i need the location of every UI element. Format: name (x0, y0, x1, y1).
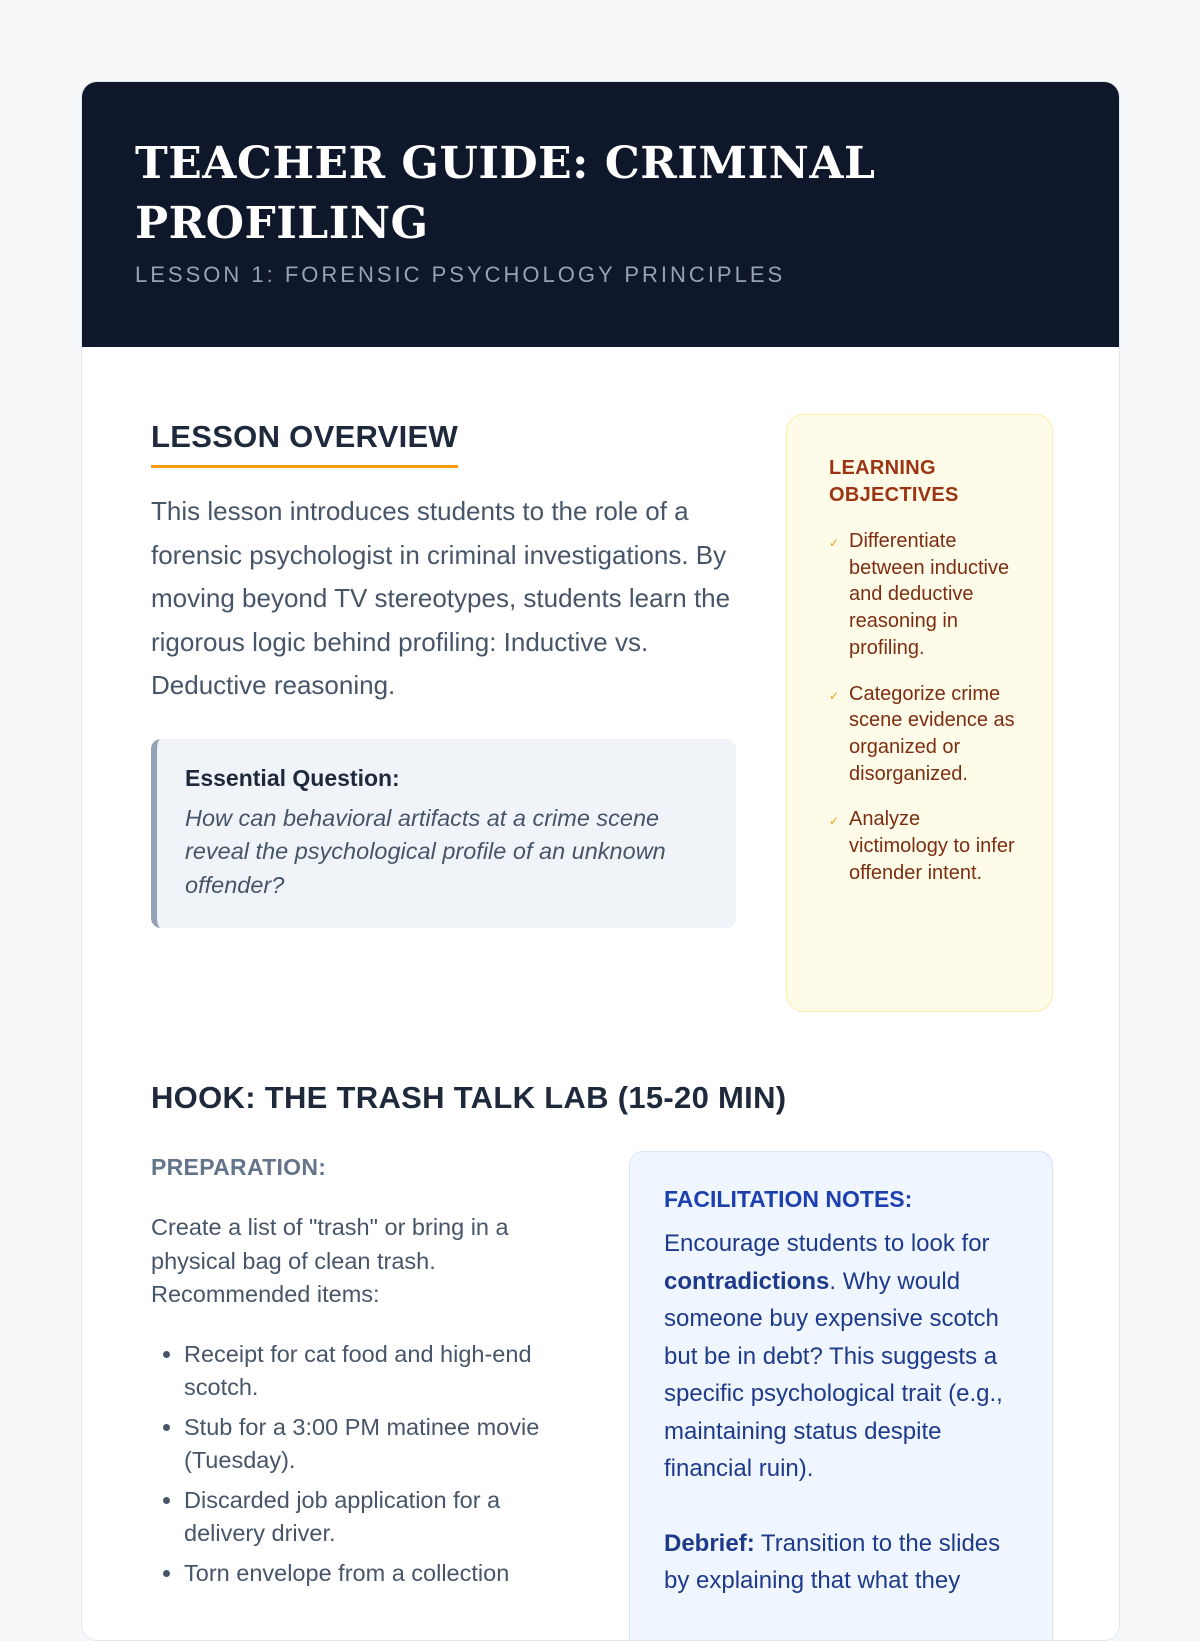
guide-header (82, 82, 1119, 347)
facilitation-notes-text (664, 1225, 1018, 1488)
objective-text: Differentiate between inductive and deductive reasoning in profiling. (849, 530, 1010, 659)
learning-objectives-box (786, 414, 1053, 1012)
objective-text: Analyze victimology to infer offender intent. (849, 808, 1015, 884)
preparation-text: Create a list of "trash" or bring in a physical bag of clean trash. Recommended items: (151, 1214, 509, 1307)
list-item (829, 681, 1022, 788)
page-title: TEACHER GUIDE: CRIMINAL PROFILING (135, 138, 876, 249)
check-icon: ✓ (829, 814, 840, 829)
essential-question-box (151, 739, 736, 929)
debrief-label: Debrief: (664, 1529, 755, 1557)
notes-text-end: . Why would someone buy expensive scotch but be in debt? This suggests a specific psychological trait (e.g., maintaining status despite financial ruin). (664, 1267, 1003, 1482)
list-item: • Discarded job application for a delivery driver. (184, 1484, 561, 1551)
essential-question-text: How can behavioral artifacts at a crime scene reveal the psychological profile of an unknown offender? (185, 804, 666, 898)
overview-heading: LESSON OVERVIEW (151, 419, 458, 468)
lesson-subtitle: LESSON 1: FORENSIC PSYCHOLOGY PRINCIPLES (135, 262, 786, 287)
essential-question-label: Essential Question: (185, 764, 400, 791)
check-icon: ✓ (829, 688, 840, 703)
objective-text: Categorize crime scene evidence as organized or disorganized. (849, 682, 1015, 785)
facilitation-notes-box (629, 1151, 1053, 1641)
objectives-list (829, 528, 1022, 886)
facilitation-notes-heading: FACILITATION NOTES: (664, 1186, 913, 1212)
teacher-guide-page (81, 81, 1120, 1641)
notes-text-start: Encourage students to look for (664, 1230, 990, 1257)
preparation-list (151, 1338, 561, 1591)
list-item: • Stub for a 3:00 PM matinee movie (Tuesday). (184, 1411, 561, 1478)
overview-text: This lesson introduces students to the role of a forensic psychologist in criminal investigations. By moving beyond TV stereotypes, students learn the rigorous logic behind profiling: Inductive vs. Deductive reasoning. (151, 496, 731, 700)
list-item: • Receipt for cat food and high-end scotch. (184, 1338, 561, 1405)
lesson-overview-section (151, 419, 736, 928)
list-item: • Torn envelope from a collection (184, 1557, 561, 1591)
preparation-section (151, 1154, 561, 1596)
check-icon: ✓ (829, 536, 840, 550)
list-item (829, 528, 1022, 662)
debrief-text (664, 1525, 1018, 1600)
debrief-body: Transition to the slides by explaining that what they (664, 1529, 1001, 1594)
list-item (829, 806, 1022, 886)
objectives-heading: LEARNING OBJECTIVES (829, 457, 959, 506)
notes-emphasis: contradictions (664, 1267, 830, 1295)
preparation-label: PREPARATION: (151, 1154, 327, 1180)
hook-heading: HOOK: THE TRASH TALK LAB (15-20 MIN) (151, 1080, 787, 1115)
